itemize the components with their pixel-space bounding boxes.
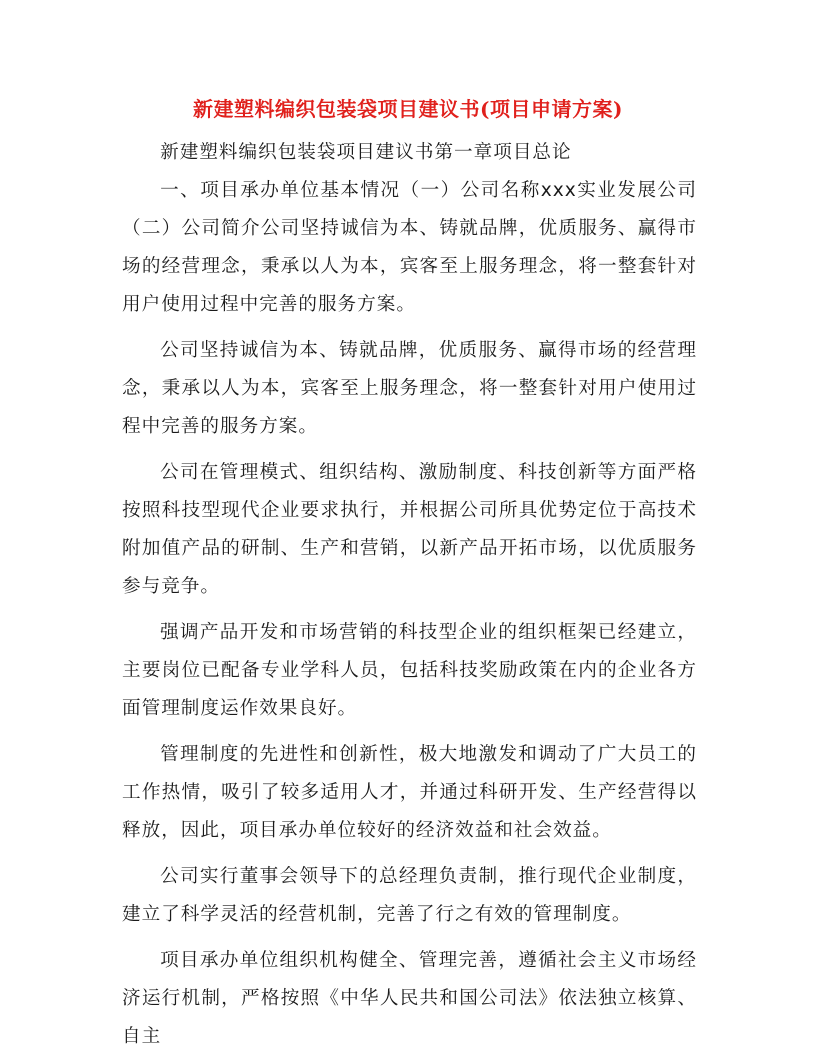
paragraph: 项目承办单位组织机构健全、管理完善，遵循社会主义市场经济运行机制，严格按照《中华人民共和国公司法》依法独立核算、自主 bbox=[122, 950, 697, 1047]
paragraph: 公司坚持诚信为本、铸就品牌，优质服务、赢得市场的经营理念，秉承以人为本，宾客至上服务理念，将一整套针对用户使用过程中完善的服务方案。 bbox=[122, 340, 697, 437]
paragraph: 管理制度的先进性和创新性，极大地激发和调动了广大员工的工作热情，吸引了较多适用人才，并通过科研开发、生产经营得以释放，因此，项目承办单位较好的经济效益和社会效益。 bbox=[122, 744, 697, 841]
document-title: 新建塑料编织包装袋项目建议书(项目申请方案) bbox=[193, 97, 623, 121]
paragraph: 公司在管理模式、组织结构、激励制度、科技创新等方面严格按照科技型现代企业要求执行，并根据公司所具优势定位于高技术附加值产品的研制、生产和营销，以新产品开拓市场，以优质服务参与竞争。 bbox=[122, 462, 697, 597]
chapter-heading: 新建塑料编织包装袋项目建议书第一章项目总论 bbox=[160, 142, 572, 163]
paragraph: 公司实行董事会领导下的总经理负责制，推行现代企业制度，建立了科学灵活的经营机制，完善了行之有效的管理制度。 bbox=[122, 866, 697, 925]
paragraph: 强调产品开发和市场营销的科技型企业的组织框架已经建立，主要岗位已配备专业学科人员，包括科技奖励政策在内的企业各方面管理制度运作效果良好。 bbox=[122, 622, 697, 719]
document-body bbox=[122, 134, 697, 1064]
paragraph: 一、项目承办单位基本情况（一）公司名称xxx实业发展公司（二）公司简介公司坚持诚信为本、铸就品牌，优质服务、赢得市场的经营理念，秉承以人为本，宾客至上服务理念，将一整套针对用户使用过程中完善的服务方案。 bbox=[122, 180, 697, 315]
